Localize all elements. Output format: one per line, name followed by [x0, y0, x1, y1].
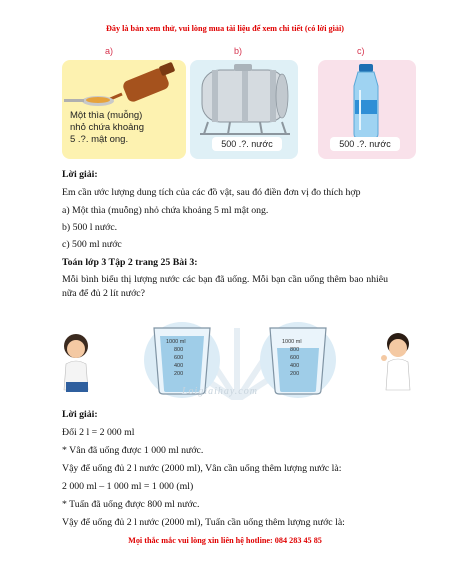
right-tick-1000: 1000 ml	[282, 339, 302, 345]
answer2-line-2: * Vân đã uống được 1 000 ml nước.	[62, 445, 204, 456]
answer1-line-c: c) 500 ml nước	[62, 239, 122, 250]
option-c-card	[318, 60, 416, 159]
water-bottle-illustration	[318, 60, 416, 140]
right-tick-400: 400	[290, 363, 300, 369]
left-tick-1000: 1000 ml	[166, 339, 186, 345]
left-tick-400: 400	[174, 363, 184, 369]
answer1-line-b: b) 500 l nước.	[62, 222, 118, 233]
answer2-heading: Lời giải:	[62, 409, 98, 420]
honey-spoon-illustration	[62, 60, 186, 110]
answer1-intro: Em cần ước lượng dung tích của các đồ vật, sau đó điền đơn vị đo thích hợp	[62, 187, 361, 198]
answer1-heading: Lời giải:	[62, 169, 98, 180]
option-c-pill: 500 .?. nước	[330, 137, 400, 151]
option-a-text-3: 5 .?. mật ong.	[70, 134, 129, 145]
answer2-line-1: Đổi 2 l = 2 000 ml	[62, 427, 135, 438]
option-a-text-1: Một thìa (muỗng)	[70, 110, 143, 121]
right-tick-600: 600	[290, 355, 300, 361]
left-tick-600: 600	[174, 355, 184, 361]
answer2-line-5: * Tuấn đã uống được 800 ml nước.	[62, 499, 200, 510]
exercise-question: Mỗi bình biểu thị lượng nước các bạn đã uống. Mỗi bạn cần uống thêm bao nhiêu nữa để đủ 2 lít nước?	[62, 274, 388, 299]
preview-banner: Đây là bản xem thử, vui lòng mua tài liệu để xem chi tiết (có lời giải)	[105, 24, 344, 33]
beaker-scene	[62, 318, 412, 400]
option-b-card	[190, 60, 298, 159]
watermark: Loigiaihay.com	[182, 386, 258, 397]
left-tick-200: 200	[174, 371, 184, 377]
answer1-line-a: a) Một thìa (muỗng) nhỏ chứa khoảng 5 ml mật ong.	[62, 205, 269, 216]
option-c-label: c)	[357, 46, 365, 56]
option-b-pill: 500 .?. nước	[212, 137, 282, 151]
water-tank-illustration	[190, 60, 298, 140]
option-a-card	[62, 60, 186, 159]
option-a-text-2: nhỏ chứa khoảng	[70, 122, 144, 133]
exercise-title: Toán lớp 3 Tập 2 trang 25 Bài 3:	[62, 257, 198, 268]
option-b-label: b)	[234, 46, 243, 56]
left-tick-800: 800	[174, 347, 184, 353]
answer2-line-6: Vậy để uống đủ 2 l nước (2000 ml), Tuấn cần uống thêm lượng nước là:	[62, 517, 345, 528]
answer2-line-3: Vậy để uống đủ 2 l nước (2000 ml), Vân cần uống thêm lượng nước là:	[62, 463, 342, 474]
answer2-line-4: 2 000 ml – 1 000 ml = 1 000 (ml)	[62, 481, 194, 492]
right-tick-200: 200	[290, 371, 300, 377]
hotline-banner: Mọi thắc mắc vui lòng xin liên hệ hotline: 084 283 45 85	[128, 536, 322, 545]
option-a-label: a)	[105, 46, 114, 56]
right-tick-800: 800	[290, 347, 300, 353]
